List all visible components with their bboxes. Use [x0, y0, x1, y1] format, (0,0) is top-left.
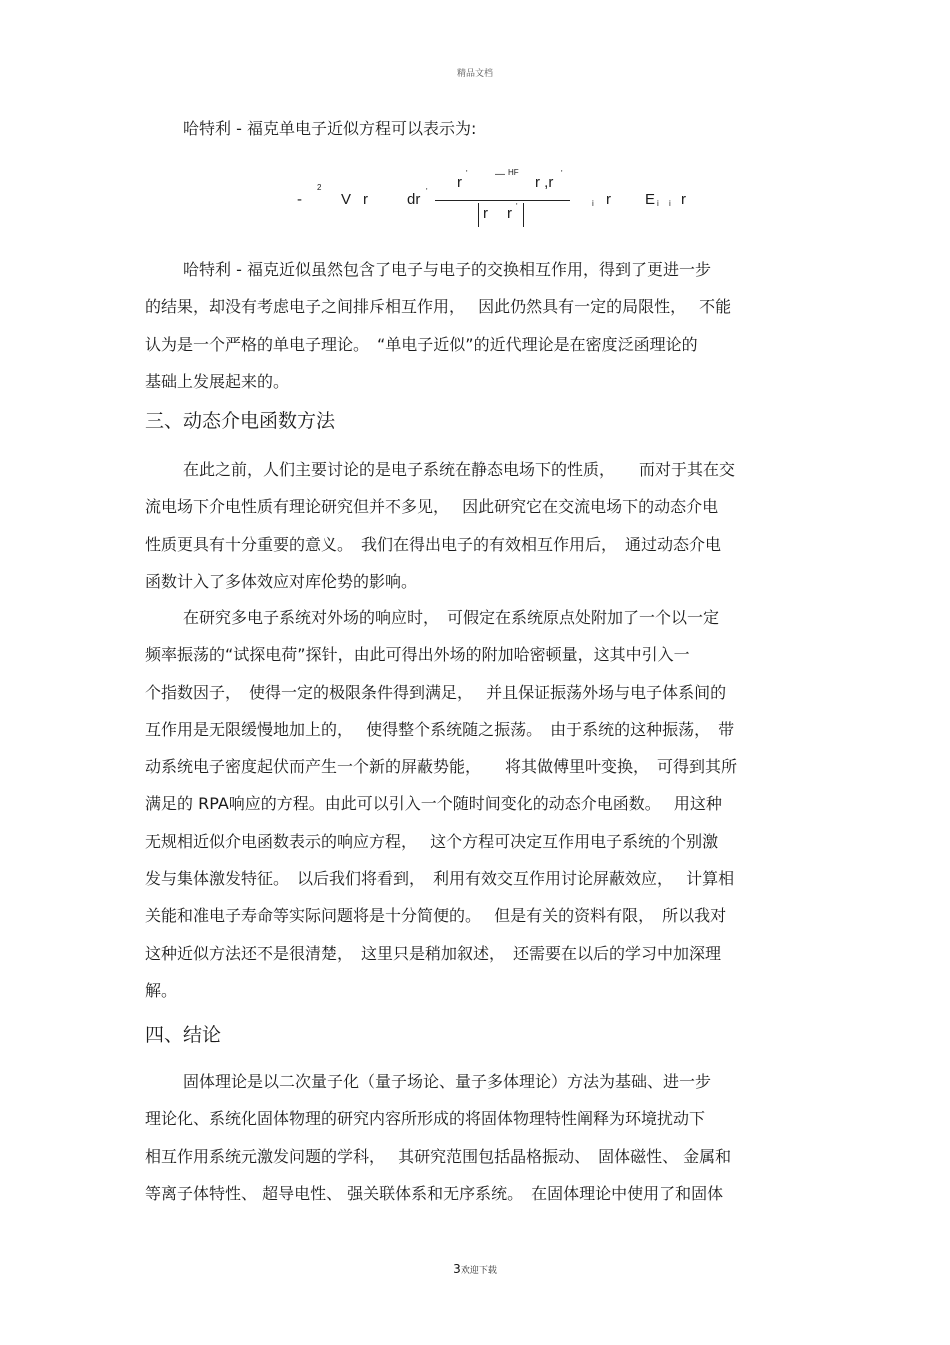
text-line: 解。	[145, 980, 178, 1000]
text-line: 关能和准电子寿命等实际问题将是十分简便的。 但是有关的资料有限， 所以我对	[145, 906, 727, 926]
text-line: 理论化、系统化固体物理的研究内容所形成的将固体物理特性阐释为环境扰动下	[145, 1109, 706, 1129]
numerator-prime: '	[466, 169, 468, 178]
hartree-fock-equation	[295, 165, 715, 235]
text-line: 无规相近似介电函数表示的响应方程， 这个方程可决定互作用电子系统的个别激	[145, 831, 719, 851]
page-header-label: 精品文档	[456, 69, 493, 79]
page-number: 3	[453, 1262, 461, 1276]
text-line: 固体理论是以二次量子化（量子场论、量子多体理论）方法为基础、进一步	[183, 1072, 712, 1091]
paragraph-dielectric-response	[145, 599, 825, 1009]
fraction-bar	[435, 200, 570, 201]
symbol-r2: r	[606, 191, 611, 208]
text-line: 认为是一个严格的单电子理论。 “单电子近似”的近代理论是在密度泛函理论的	[145, 334, 698, 354]
prime-1: '	[426, 187, 428, 196]
text-line: 互作用是无限缓慢地加上的， 使得整个系统随之振荡。 由于系统的这种振荡， 带	[145, 719, 735, 739]
sub-i-2: i	[657, 199, 659, 208]
text-line: 哈特利 - 福克近似虽然包含了电子与电子的交换相互作用，得到了更进一步	[183, 260, 711, 279]
paragraph-hf-limitations	[145, 251, 825, 400]
text-line: 性质更具有十分重要的意义。 我们在得出电子的有效相互作用后， 通过动态介电	[145, 534, 722, 554]
text-line: 函数计入了多体效应对库伦势的影响。	[145, 571, 418, 591]
text-line: 在研究多电子系统对外场的响应时， 可假定在系统原点处附加了一个以一定	[183, 608, 720, 627]
sub-i-1: i	[592, 199, 594, 208]
footer-text: 欢迎下载	[460, 1266, 497, 1276]
text-line: 相互作用系统元激发问题的学科， 其研究范围包括晶格振动、 固体磁性、 金属和	[145, 1146, 732, 1166]
abs-bar-left	[478, 203, 479, 227]
text-line: 频率振荡的“试探电荷”探针，由此可得出外场的附加哈密顿量，这其中引入一	[145, 645, 690, 665]
section-heading-4: 四、结论	[145, 1024, 222, 1046]
text-line: 这种近似方法还不是很清楚， 这里只是稍加叙述， 还需要在以后的学习中加深理	[145, 943, 722, 963]
symbol-V: V	[341, 191, 352, 208]
minus-sign: -	[297, 191, 302, 208]
text-line: 满足的 RPA响应的方程。由此可以引入一个随时间变化的动态介电函数。 用这种	[145, 794, 722, 814]
text-line: 流电场下介电性质有理论研究但并不多见， 因此研究它在交流电场下的动态介电	[145, 497, 719, 517]
text-line: 动系统电子密度起伏而产生一个新的屏蔽势能， 将其做傅里叶变换， 可得到其所	[145, 757, 738, 777]
text-line: 在此之前，人们主要讨论的是电子系统在静态电场下的性质， 而对于其在交	[183, 460, 736, 479]
symbol-dr: dr	[407, 191, 421, 208]
numerator-dash: —	[495, 169, 505, 180]
text-line: 基础上发展起来的。	[145, 371, 290, 391]
text-line: 的结果，却没有考虑电子之间排斥相互作用， 因此仍然具有一定的局限性， 不能	[145, 297, 732, 317]
symbol-r: r	[363, 191, 368, 208]
denominator-r: r	[483, 205, 488, 222]
numerator-r: r	[457, 174, 462, 191]
hf-label: HF	[508, 168, 519, 177]
sub-i-3: i	[669, 199, 671, 208]
text-line: 个指数因子， 使得一定的极限条件得到满足， 并且保证振荡外场与电子体系间的	[145, 682, 727, 702]
numerator-prime-2: '	[561, 169, 563, 178]
text-line: 发与集体激发特征。 以后我们将看到， 利用有效交互作用讨论屏蔽效应， 计算相	[145, 869, 735, 889]
numerator-rr: r ,r	[535, 174, 554, 191]
denominator-r2: r	[507, 205, 512, 222]
page-footer	[0, 1262, 950, 1276]
paragraph-dielectric-intro	[145, 451, 825, 600]
symbol-E: E	[645, 191, 656, 208]
paragraph-conclusion	[145, 1063, 825, 1212]
formula-intro: 哈特利 - 福克单电子近似方程可以表示为:	[183, 119, 477, 138]
abs-bar-right	[523, 203, 524, 227]
denominator-prime: '	[516, 202, 518, 211]
sup-2: 2	[317, 183, 322, 192]
section-heading-3: 三、动态介电函数方法	[145, 410, 336, 432]
symbol-r3: r	[681, 191, 686, 208]
text-line: 等离子体特性、 超导电性、 强关联体系和无序系统。 在固体理论中使用了和固体	[145, 1183, 724, 1203]
